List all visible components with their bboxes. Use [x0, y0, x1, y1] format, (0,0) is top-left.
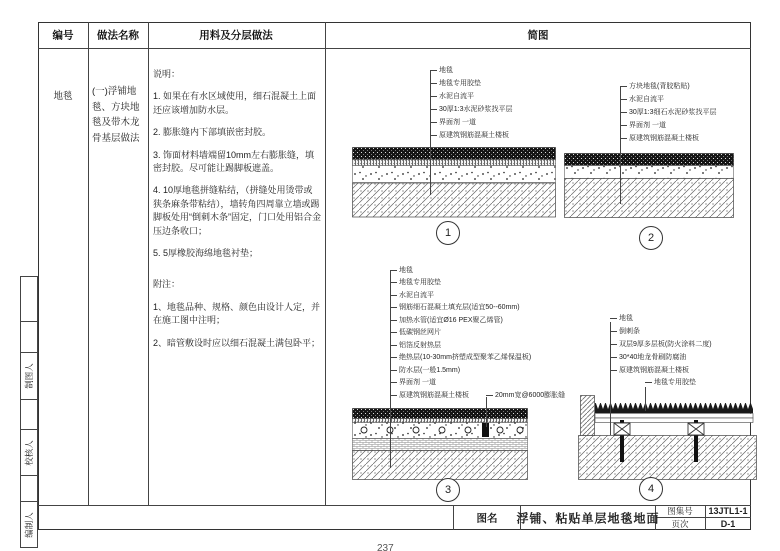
diagram4-section-drawing: [578, 395, 758, 480]
page-number: 237: [377, 543, 394, 551]
materials-note: 1. 如果在有水区域使用，细石混凝土上面还应该增加防水层。: [153, 91, 317, 115]
diagram1-section-drawing: [352, 147, 556, 218]
materials-note: 3. 饰面材料墙端留10mm左右膨胀缝，填密封胶。尽可能让踢脚板遮盖。: [153, 149, 315, 174]
diagram1-layer-label: 水泥自流平: [430, 91, 474, 101]
diagram1-layer-label: 地毯专用胶垫: [430, 78, 481, 88]
diagram1-layer-label: 30厚1:3水泥砂浆找平层: [430, 104, 513, 114]
diagram2-section-drawing: [564, 153, 734, 218]
titleblock-divider: [453, 505, 454, 530]
diagram3-layer-label: 加热水管(适宜Ø16 PEX聚乙烯管): [390, 315, 503, 325]
col-header-materials: 用料及分层做法: [199, 29, 273, 42]
diagram4-layer-label: 地毯专用胶垫: [645, 377, 696, 387]
diagram3-layer-label: 绝热层(10-30mm挤塑成型聚苯乙烯保温板): [390, 352, 531, 362]
signature-box: [20, 276, 38, 322]
materials-note: 2. 膨胀缝内下部填嵌密封胶。: [153, 127, 272, 138]
diagram2-layer-label: 方块地毯(背胶粘贴): [620, 81, 690, 91]
page-index-label: 页次: [671, 519, 689, 529]
materials-cell: [153, 59, 321, 359]
diagram1-number-bubble: 1: [436, 221, 460, 245]
diagram3-expansion-joint-label: 20mm宽@6000膨胀缝: [486, 390, 565, 400]
method-name-cell: (一)浮铺地毯、方块地毯及带木龙骨基层做法: [92, 86, 140, 144]
diagram1-layer-label: 界面剂 一道: [430, 117, 476, 127]
diagram4-layer-label: 倒刺条: [610, 326, 640, 336]
signature-box: [20, 475, 38, 502]
diagram3-layer-label: 低碳钢丝网片: [390, 327, 441, 337]
col-divider-1: [88, 22, 89, 505]
materials-intro-title: 说明：: [153, 69, 181, 79]
diagram2-layer-label: 界面剂 一道: [620, 120, 666, 130]
diagram3-layer-label: 地毯专用胶垫: [390, 277, 441, 287]
diagram3-layer-label: 地毯: [390, 265, 413, 275]
compiler-label: 编制人: [24, 511, 35, 538]
materials-fuzhu-note: 1、地毯品种、规格、颜色由设计人定，并在施工图中注明；: [153, 301, 321, 326]
col-header-diagram: 简图: [527, 29, 549, 42]
diagram1-layer-label: 原建筑钢筋混凝土楼板: [430, 130, 509, 140]
diagram3-layer-label: 原建筑钢筋混凝土楼板: [390, 390, 469, 400]
diagram2-layer-label: 30厚1:3细石水泥砂浆找平层: [620, 107, 717, 117]
materials-note: 4. 10厚地毯拼缝粘结，（拼缝处用烫带或狭条麻条带粘结），墙转角四周靠立墙或踢脚板处用“倒刺木条”固定，门口处用铝合金压边条收口；: [153, 185, 321, 236]
drawing-name-label: 图名: [476, 512, 498, 525]
diagram3-layer-label: 钢筋细石混凝土填充层(适宜50--60mm): [390, 302, 520, 312]
materials-fuzhu-note: 2、暗管敷设时应以细石混凝土满包卧平；: [153, 337, 321, 348]
materials-fuzhu-title: 附注：: [153, 279, 181, 290]
diagram1-layer-label: 地毯: [430, 65, 453, 75]
col-divider-2: [148, 22, 149, 505]
diagram2-layer-label: 水泥自流平: [620, 94, 664, 104]
atlas-number-value: 13JTL1-1: [708, 506, 748, 516]
drafter-label-box: [20, 352, 38, 400]
body-bottom-divider: [38, 505, 751, 506]
checker-label: 校核人: [24, 439, 35, 466]
signature-box: [20, 321, 38, 353]
col-header-number: 编号: [52, 29, 74, 42]
compiler-label-box: [20, 501, 38, 548]
diagram4-number-bubble: 4: [639, 477, 663, 501]
diagram4-pad-leader-line: [645, 387, 646, 411]
diagram2-layer-label: 原建筑钢筋混凝土楼板: [620, 133, 699, 143]
checker-label-box: [20, 429, 38, 476]
diagram2-number-bubble: 2: [639, 226, 663, 250]
diagram3-layer-label: 水泥自流平: [390, 290, 434, 300]
diagram3-joint-leader-line: [486, 397, 487, 427]
col-divider-3: [325, 22, 326, 505]
drawing-title: 浮铺、粘贴单层地毯地面: [516, 511, 660, 526]
page-index-value: D-1: [720, 519, 736, 529]
diagram3-layer-label: 防水层(一般1.5mm): [390, 365, 460, 375]
header-divider: [38, 48, 751, 49]
diagram3-layer-label: 界面剂 一道: [390, 377, 436, 387]
materials-note: 5. 5厚橡胶海绵地毯衬垫；: [153, 248, 259, 259]
titleblock-divider: [655, 517, 751, 518]
diagram4-layer-label: 双层9厚多层板(防火涂料二度): [610, 339, 712, 349]
signature-box: [20, 399, 38, 430]
drafter-label: 制图人: [24, 363, 35, 389]
diagram4-layer-label: 地毯: [610, 313, 633, 323]
atlas-number-label: 图集号: [667, 506, 693, 516]
col-header-name: 做法名称: [97, 29, 139, 42]
diagram4-layer-label: 原建筑钢筋混凝土楼板: [610, 365, 689, 375]
diagram4-layer-label: 30*40地龙骨刷防腐油: [610, 352, 686, 362]
diagram3-layer-label: 铝箔反射热层: [390, 340, 441, 350]
diagram3-number-bubble: 3: [436, 478, 460, 502]
row-number-cell: 地毯: [53, 91, 73, 102]
diagram3-section-drawing: [352, 408, 528, 480]
